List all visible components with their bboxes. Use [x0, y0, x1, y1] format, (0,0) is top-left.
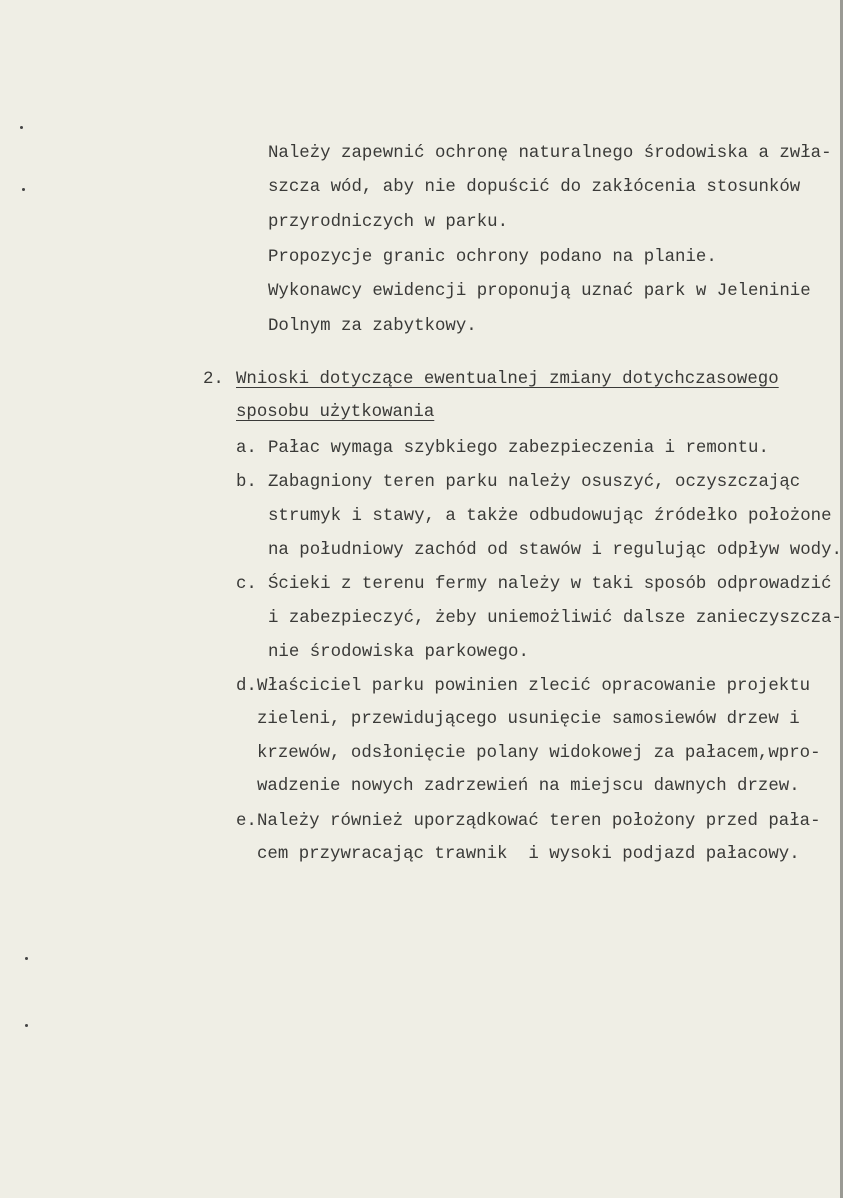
text-line: cem przywracając trawnik i wysoki podjazd pałacowy. — [257, 845, 800, 864]
item-label: b. — [236, 473, 257, 492]
margin-mark — [25, 1024, 28, 1027]
text-line: Należy również uporządkować teren położony przed pała- — [257, 812, 821, 831]
item-label: d. — [236, 677, 257, 696]
text-line: Zabagniony teren parku należy osuszyć, oczyszczając — [268, 473, 801, 492]
text-line: Propozycje granic ochrony podano na planie. — [268, 248, 717, 267]
section-heading: sposobu użytkowania — [236, 403, 435, 422]
text-line: Ścieki z terenu fermy należy w taki sposób odprowadzić — [268, 575, 832, 594]
text-line: Należy zapewnić ochronę naturalnego środowiska a zwła- — [268, 144, 832, 163]
margin-mark — [22, 188, 25, 191]
section-heading: Wnioski dotyczące ewentualnej zmiany dotychczasowego — [236, 370, 779, 389]
item-label: c. — [236, 575, 257, 594]
item-label: a. — [236, 439, 257, 458]
text-line: zieleni, przewidującego usunięcie samosiewów drzew i — [257, 710, 800, 729]
text-line: Właściciel parku powinien zlecić opracowanie projektu — [257, 677, 811, 696]
text-line: Dolnym za zabytkowy. — [268, 317, 477, 336]
item-label: e. — [236, 812, 257, 831]
text-line: krzewów, odsłonięcie polany widokowej za pałacem,wpro- — [257, 744, 821, 763]
margin-mark — [25, 957, 28, 960]
text-line: nie środowiska parkowego. — [268, 643, 529, 662]
section-number: 2. — [203, 370, 224, 389]
text-line: Pałac wymaga szybkiego zabezpieczenia i remontu. — [268, 439, 769, 458]
text-line: przyrodniczych w parku. — [268, 213, 509, 232]
text-line: na południowy zachód od stawów i regulując odpływ wody. — [268, 541, 842, 560]
text-line: szcza wód, aby nie dopuścić do zakłócenia stosunków — [268, 178, 801, 197]
text-line: wadzenie nowych zadrzewień na miejscu dawnych drzew. — [257, 777, 800, 796]
text-line: strumyk i stawy, a także odbudowując źródełko położone — [268, 507, 832, 526]
text-line: i zabezpieczyć, żeby uniemożliwić dalsze zanieczyszcza- — [268, 609, 842, 628]
text-line: Wykonawcy ewidencji proponują uznać park w Jeleninie — [268, 282, 811, 301]
margin-mark — [20, 126, 23, 129]
